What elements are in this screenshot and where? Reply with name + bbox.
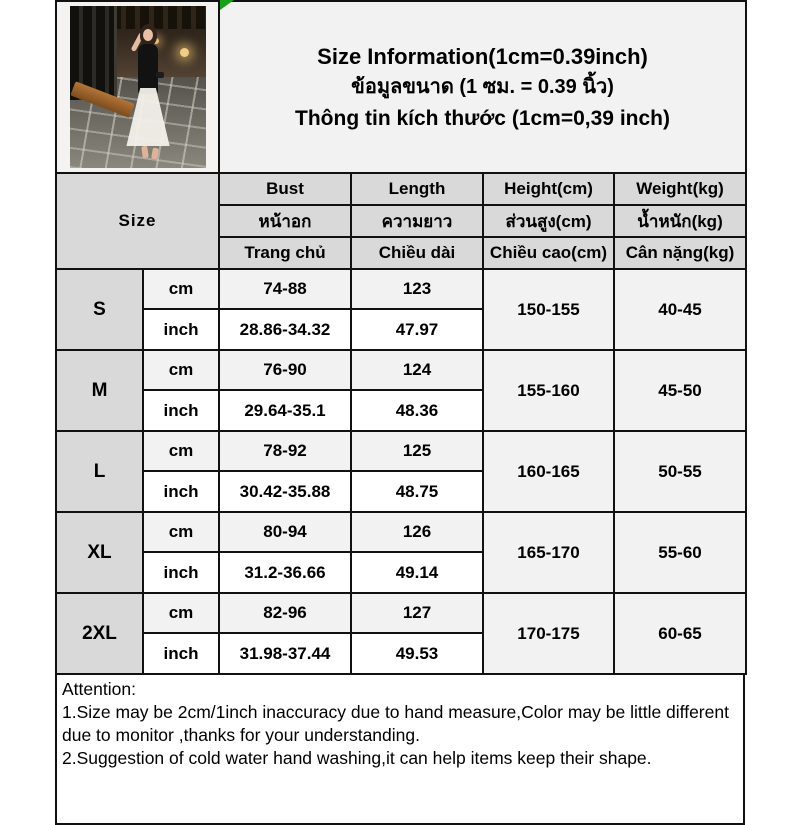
- row-m-unit-cm: cm: [143, 350, 219, 390]
- col-header-height-vi: Chiều cao(cm): [483, 237, 614, 269]
- row-m-height: 155-160: [483, 350, 614, 431]
- title-vietnamese: Thông tin kích thước (1cm=0,39 inch): [295, 106, 670, 130]
- row-s-size: S: [56, 269, 143, 350]
- row-xl-bust-inch: 31.2-36.66: [219, 552, 351, 593]
- row-s-length-inch: 47.97: [351, 309, 483, 350]
- photo-model-black-top: [138, 44, 158, 94]
- row-xl-weight: 55-60: [614, 512, 746, 593]
- row-xl-bust-cm: 80-94: [219, 512, 351, 552]
- photo-model-foot: [151, 148, 159, 160]
- row-2xl-bust-inch: 31.98-37.44: [219, 633, 351, 674]
- row-xl-length-cm: 126: [351, 512, 483, 552]
- table-row: [56, 269, 746, 309]
- col-header-weight-vi: Cân nặng(kg): [614, 237, 746, 269]
- row-xl-length-inch: 49.14: [351, 552, 483, 593]
- column-header-row-en: [56, 173, 746, 205]
- size-column-header: Size: [56, 173, 219, 269]
- row-s-height: 150-155: [483, 269, 614, 350]
- col-header-length-th: ความยาว: [351, 205, 483, 237]
- attention-line-1: 1.Size may be 2cm/1inch inaccuracy due to hand measure,Color may be little different due to monitor ,thanks for your understanding.: [62, 702, 729, 745]
- row-2xl-length-inch: 49.53: [351, 633, 483, 674]
- col-header-length-vi: Chiều dài: [351, 237, 483, 269]
- row-m-bust-cm: 76-90: [219, 350, 351, 390]
- row-2xl-weight: 60-65: [614, 593, 746, 674]
- row-xl-unit-cm: cm: [143, 512, 219, 552]
- col-header-weight-en: Weight(kg): [614, 173, 746, 205]
- attention-heading: Attention:: [62, 679, 136, 699]
- table-row: [56, 350, 746, 390]
- row-l-height: 160-165: [483, 431, 614, 512]
- row-m-bust-inch: 29.64-35.1: [219, 390, 351, 431]
- row-xl-size: XL: [56, 512, 143, 593]
- row-m-unit-inch: inch: [143, 390, 219, 431]
- title-cell: [219, 1, 746, 173]
- row-s-bust-cm: 74-88: [219, 269, 351, 309]
- photo-model-white-skirt: [126, 88, 172, 146]
- col-header-height-en: Height(cm): [483, 173, 614, 205]
- photo-model-face: [143, 29, 153, 41]
- product-photo-cell: [56, 1, 219, 173]
- col-header-length-en: Length: [351, 173, 483, 205]
- row-s-unit-inch: inch: [143, 309, 219, 350]
- row-l-length-cm: 125: [351, 431, 483, 471]
- table-row: [56, 512, 746, 552]
- table-row: [56, 431, 746, 471]
- col-header-weight-th: น้ำหนัก(kg): [614, 205, 746, 237]
- photo-model-foot: [141, 146, 149, 159]
- row-2xl-bust-cm: 82-96: [219, 593, 351, 633]
- row-l-bust-inch: 30.42-35.88: [219, 471, 351, 512]
- attention-section: [55, 675, 745, 825]
- size-table: [55, 0, 747, 675]
- col-header-bust-en: Bust: [219, 173, 351, 205]
- row-xl-height: 165-170: [483, 512, 614, 593]
- row-m-length-cm: 124: [351, 350, 483, 390]
- col-header-bust-th: หน้าอก: [219, 205, 351, 237]
- row-m-weight: 45-50: [614, 350, 746, 431]
- title-thai: ข้อมูลขนาด (1 ซม. = 0.39 นิ้ว): [351, 75, 614, 98]
- header-banner-row: [56, 1, 746, 173]
- row-2xl-unit-cm: cm: [143, 593, 219, 633]
- col-header-height-th: ส่วนสูง(cm): [483, 205, 614, 237]
- attention-line-2: 2.Suggestion of cold water hand washing,it can help items keep their shape.: [62, 748, 652, 768]
- row-2xl-length-cm: 127: [351, 593, 483, 633]
- col-header-bust-vi: Trang chủ: [219, 237, 351, 269]
- size-chart-sheet: [55, 0, 745, 825]
- row-m-length-inch: 48.36: [351, 390, 483, 431]
- row-s-weight: 40-45: [614, 269, 746, 350]
- row-2xl-size: 2XL: [56, 593, 143, 674]
- row-l-length-inch: 48.75: [351, 471, 483, 512]
- row-2xl-unit-inch: inch: [143, 633, 219, 674]
- photo-model-figure: [126, 24, 172, 164]
- row-l-unit-inch: inch: [143, 471, 219, 512]
- row-l-weight: 50-55: [614, 431, 746, 512]
- row-m-size: M: [56, 350, 143, 431]
- row-s-unit-cm: cm: [143, 269, 219, 309]
- row-l-unit-cm: cm: [143, 431, 219, 471]
- row-2xl-height: 170-175: [483, 593, 614, 674]
- photo-model-clutch: [156, 72, 164, 78]
- row-s-length-cm: 123: [351, 269, 483, 309]
- title-english: Size Information(1cm=0.39inch): [317, 43, 648, 69]
- row-l-size: L: [56, 431, 143, 512]
- product-photo: [70, 6, 206, 168]
- table-row: [56, 593, 746, 633]
- row-xl-unit-inch: inch: [143, 552, 219, 593]
- row-l-bust-cm: 78-92: [219, 431, 351, 471]
- row-s-bust-inch: 28.86-34.32: [219, 309, 351, 350]
